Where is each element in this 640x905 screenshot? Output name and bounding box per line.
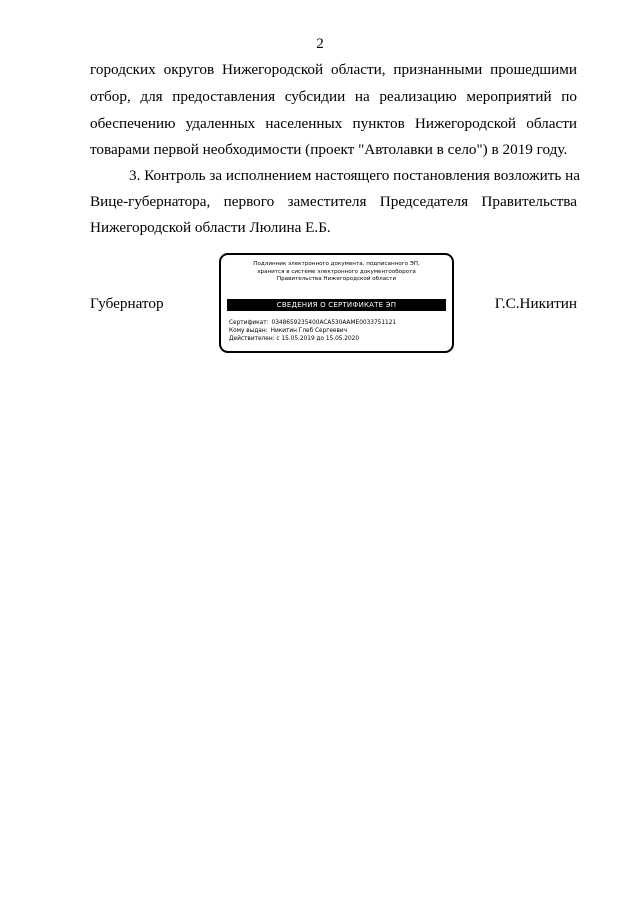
- stamp-header-line: Подлинник электронного документа, подписанного ЭП,: [253, 261, 420, 267]
- stamp-certificate-bar: СВЕДЕНИЯ О СЕРТИФИКАТЕ ЭП: [227, 299, 446, 311]
- stamp-validity: Действителен: с 15.05.2019 до 15.05.2020: [229, 336, 360, 342]
- body-line-3: обеспечению удаленных населенных пунктов Нижегородской области: [90, 115, 577, 132]
- stamp-details: [229, 319, 396, 343]
- certificate-value: 0348659235400ACA530AAME0033751121: [271, 320, 397, 326]
- stamp-header-line: Правительства Нижегородской области: [276, 276, 397, 283]
- body-line-4: товарами первой необходимости (проект "Автолавки в село") в 2019 году.: [90, 141, 568, 158]
- issued-to-label: Кому выдан:: [229, 328, 268, 334]
- stamp-certificate-row: [229, 319, 396, 327]
- body-line-6: Вице-губернатора, первого заместителя Председателя Правительства: [90, 193, 577, 210]
- signature-title: Губернатор: [90, 295, 164, 312]
- body-line-1: городских округов Нижегородской области, признанными прошедшими: [90, 61, 577, 78]
- stamp-issued-to-row: [229, 327, 396, 335]
- body-line-2: отбор, для предоставления субсидии на реализацию мероприятий по: [90, 88, 577, 105]
- body-line-5: 3. Контроль за исполнением настоящего постановления возложить на: [129, 167, 580, 184]
- signature-name: Г.С.Никитин: [494, 295, 577, 312]
- issued-to-value: Никитин Глеб Сергеевич: [270, 328, 348, 334]
- body-line-7: Нижегородской области Люлина Е.Б.: [90, 219, 331, 236]
- certificate-label: Сертификат:: [229, 320, 269, 326]
- stamp-header: [221, 261, 452, 284]
- page-number: 2: [316, 36, 324, 52]
- stamp-header-line: хранится в системе электронного документооборота: [257, 268, 416, 275]
- electronic-signature-stamp: [219, 253, 454, 353]
